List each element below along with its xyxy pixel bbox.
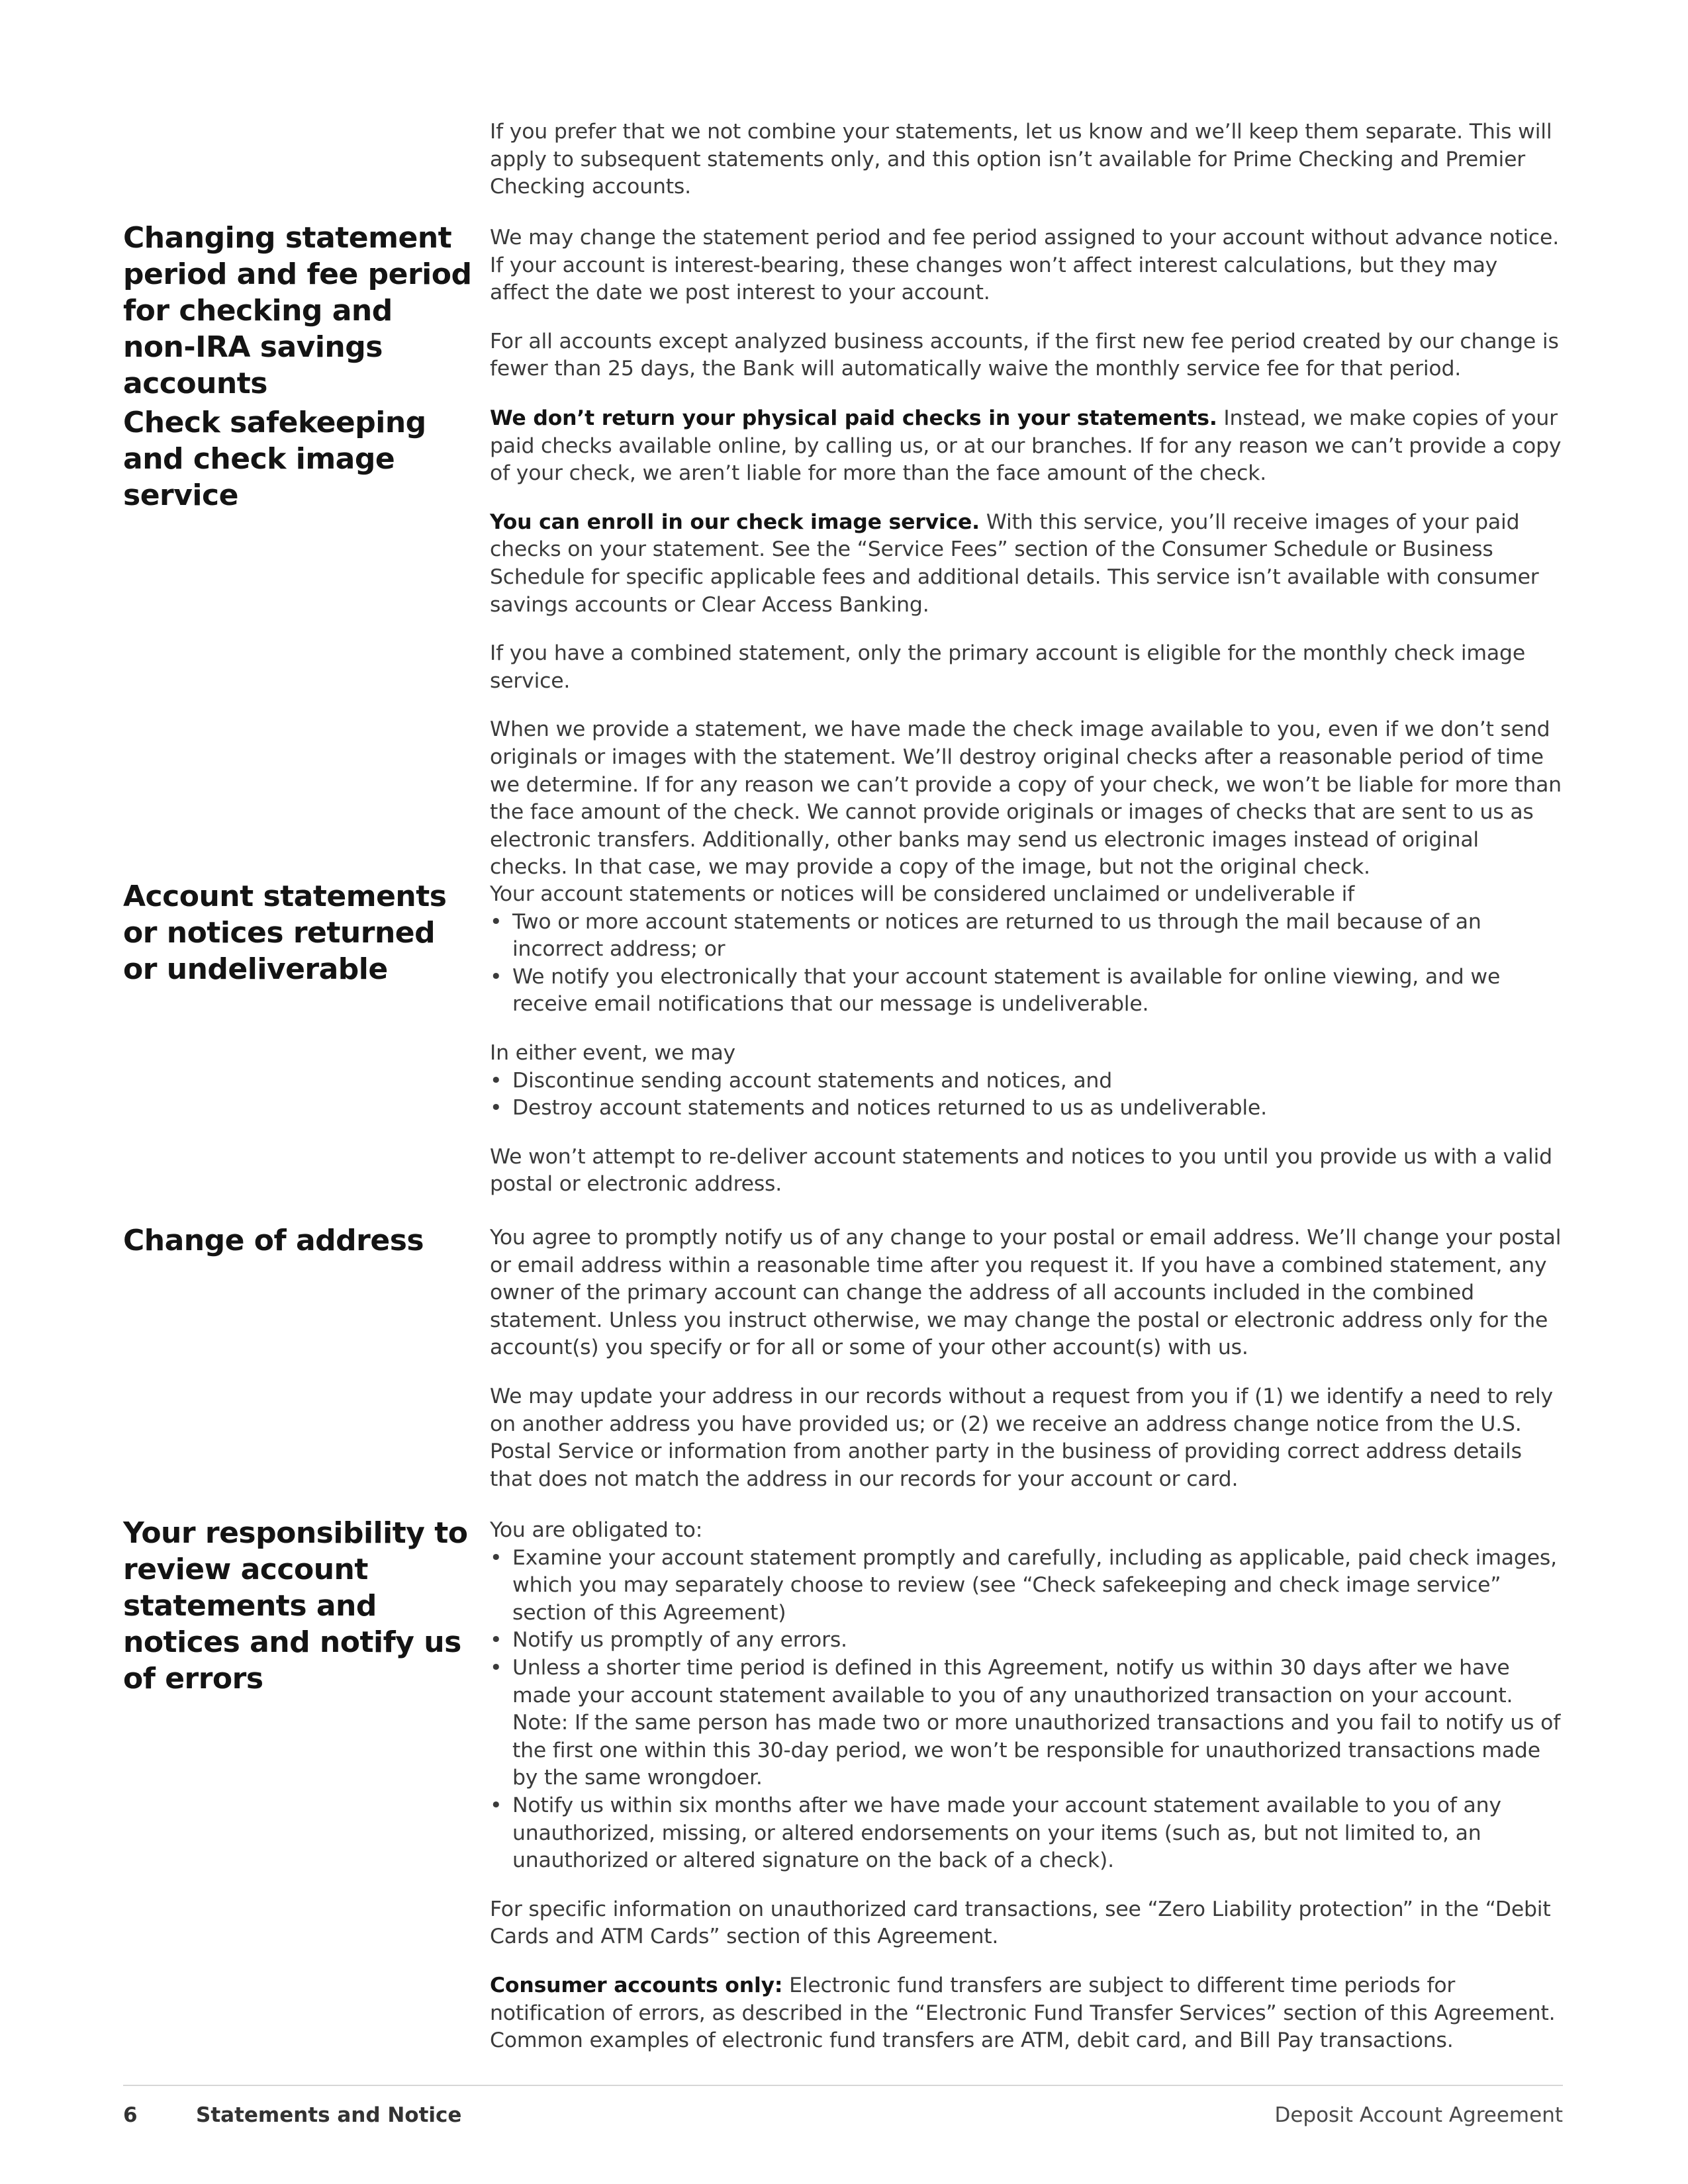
safekeeping-paragraph-1 <box>490 405 1562 488</box>
address-heading: Change of address <box>123 1224 424 1257</box>
responsibility-paragraph-3 <box>490 1972 1562 2055</box>
list-item: • Discontinue sending account statements and notices, and <box>490 1068 1562 1095</box>
returned-bullet-list-1 <box>490 909 1562 1019</box>
list-item: • Notify us within six months after we have made your account statement available to you of any unauthorized, missing, or altered endorsements on your items (such as, but not limited to, an unauthorized or altered signature on the back of a check). <box>490 1792 1562 1875</box>
intro-block <box>490 118 1562 222</box>
list-item: • Destroy account statements and notices returned to us as undeliverable. <box>490 1095 1562 1122</box>
safekeeping-block <box>490 405 1562 903</box>
list-item: • Notify us promptly of any errors. <box>490 1627 1562 1655</box>
safekeeping-paragraph-3: If you have a combined statement, only the primary account is eligible for the monthly check image service. <box>490 641 1525 693</box>
footer-document-title: Deposit Account Agreement <box>1274 2103 1563 2127</box>
safekeeping-paragraph-2 <box>490 509 1562 619</box>
returned-paragraph-3: We won’t attempt to re-deliver account statements and notices to you until you provide us with a valid postal or electronic address. <box>490 1144 1552 1197</box>
changing-paragraph-2: For all accounts except analyzed business accounts, if the first new fee period created by our change is fewer than 25 days, the Bank will automatically waive the monthly service fee for that period. <box>490 329 1559 381</box>
list-item: • Unless a shorter time period is defined in this Agreement, notify us within 30 days after we have made your account statement available to you of any unauthorized transaction on your account. Note: If the same person has made two or more unauthorized transactions and you fail to notify us of the first one within this 30-day period, we won’t be responsible for unauthorized transactions made by the same wrongdoer. <box>490 1655 1562 1792</box>
changing-heading: Changing statement period and fee period for checking and non-IRA savings accounts <box>123 221 472 400</box>
safekeeping-heading: Check safekeeping and check image service <box>123 406 426 512</box>
footer-section-title: Statements and Notice <box>196 2103 462 2127</box>
safekeeping-paragraph-2-text: With this service, you’ll receive images of your paid checks on your statement. See the “Service Fees” section of the Consumer Schedule or Business Schedule for specific applicable fees and additional details. This service isn’t available with consumer savings accounts or Clear Access Banking. <box>490 510 1539 617</box>
footer-divider <box>123 2085 1563 2086</box>
responsibility-bullet-list <box>490 1545 1562 1875</box>
safekeeping-paragraph-4: When we provide a statement, we have made the check image available to you, even if we don’t send originals or images with the statement. We’ll destroy original checks after a reasonable period of time we determine. If for any reason we can’t provide a copy of your check, we won’t be liable for more than the face amount of the check. We cannot provide originals or images of checks that are sent to us as electronic transfers. Additionally, other banks may send us electronic images instead of original checks. In that case, we may provide a copy of the image, but not the original check. <box>490 717 1562 880</box>
returned-bullet-list-2 <box>490 1068 1562 1122</box>
returned-block <box>490 881 1562 1220</box>
responsibility-paragraph-2: For specific information on unauthorized card transactions, see “Zero Liability protection” in the “Debit Cards and ATM Cards” section of this Agreement. <box>490 1897 1551 1949</box>
address-block <box>490 1224 1562 1514</box>
footer-page-number: 6 <box>123 2103 138 2127</box>
list-item: • Two or more account statements or notices are returned to us through the mail because of an incorrect address; or <box>490 909 1562 964</box>
address-paragraph-1: You agree to promptly notify us of any change to your postal or email address. We’ll change your postal or email address within a reasonable time after you request it. If you have a combined statement, any owner of the primary account can change the address of all accounts included in the combined statement. Unless you instruct otherwise, we may change the postal or electronic address only for the account(s) you specify or for all or some of your other account(s) with us. <box>490 1226 1562 1360</box>
list-item: • We notify you electronically that your account statement is available for online viewing, and we receive email notifications that our message is undeliverable. <box>490 964 1562 1019</box>
intro-paragraph: If you prefer that we not combine your statements, let us know and we’ll keep them separate. This will apply to subsequent statements only, and this option isn’t available for Prime Checking and Premier Checking accounts. <box>490 120 1552 199</box>
changing-block <box>490 224 1562 404</box>
safekeeping-paragraph-1-text: Instead, we make copies of your paid checks available online, by calling us, or at our branches. If for any reason we can’t provide a copy of your check, we aren’t liable for more than the face amount of the check. <box>490 406 1562 486</box>
responsibility-heading: Your responsibility to review account statements and notices and notify us of errors <box>123 1516 468 1696</box>
returned-paragraph-2: In either event, we may <box>490 1040 735 1065</box>
responsibility-paragraph-3-text: Electronic fund transfers are subject to different time periods for notification of errors, as described in the “Electronic Fund Transfer Services” section of this Agreement. Common examples of electronic fund transfers are ATM, debit card, and Bill Pay transactions. <box>490 1973 1556 2053</box>
returned-paragraph-1: Your account statements or notices will be considered unclaimed or undeliverable if <box>490 882 1355 906</box>
list-item: • Examine your account statement promptly and carefully, including as applicable, paid check images, which you may separately choose to review (see “Check safekeeping and check image service” section of this Agreement) <box>490 1545 1562 1627</box>
responsibility-block <box>490 1517 1562 2076</box>
responsibility-paragraph-3-lead: Consumer accounts only: <box>490 1973 783 1997</box>
changing-paragraph-1: We may change the statement period and fee period assigned to your account without advance notice. If your account is interest-bearing, these changes won’t affect interest calculations, but they may affect the date we post interest to your account. <box>490 226 1560 305</box>
safekeeping-paragraph-1-lead: We don’t return your physical paid checks in your statements. <box>490 406 1217 430</box>
safekeeping-paragraph-2-lead: You can enroll in our check image service. <box>490 510 980 534</box>
address-paragraph-2: We may update your address in our records without a request from you if (1) we identify a need to rely on another address you have provided us; or (2) we receive an address change notice from the U.S. Postal Service or information from another party in the business of providing correct address details that does not match the address in our records for your account or card. <box>490 1384 1553 1491</box>
returned-heading: Account statements or notices returned or undeliverable <box>123 880 447 986</box>
responsibility-paragraph-1: You are obligated to: <box>490 1518 703 1542</box>
